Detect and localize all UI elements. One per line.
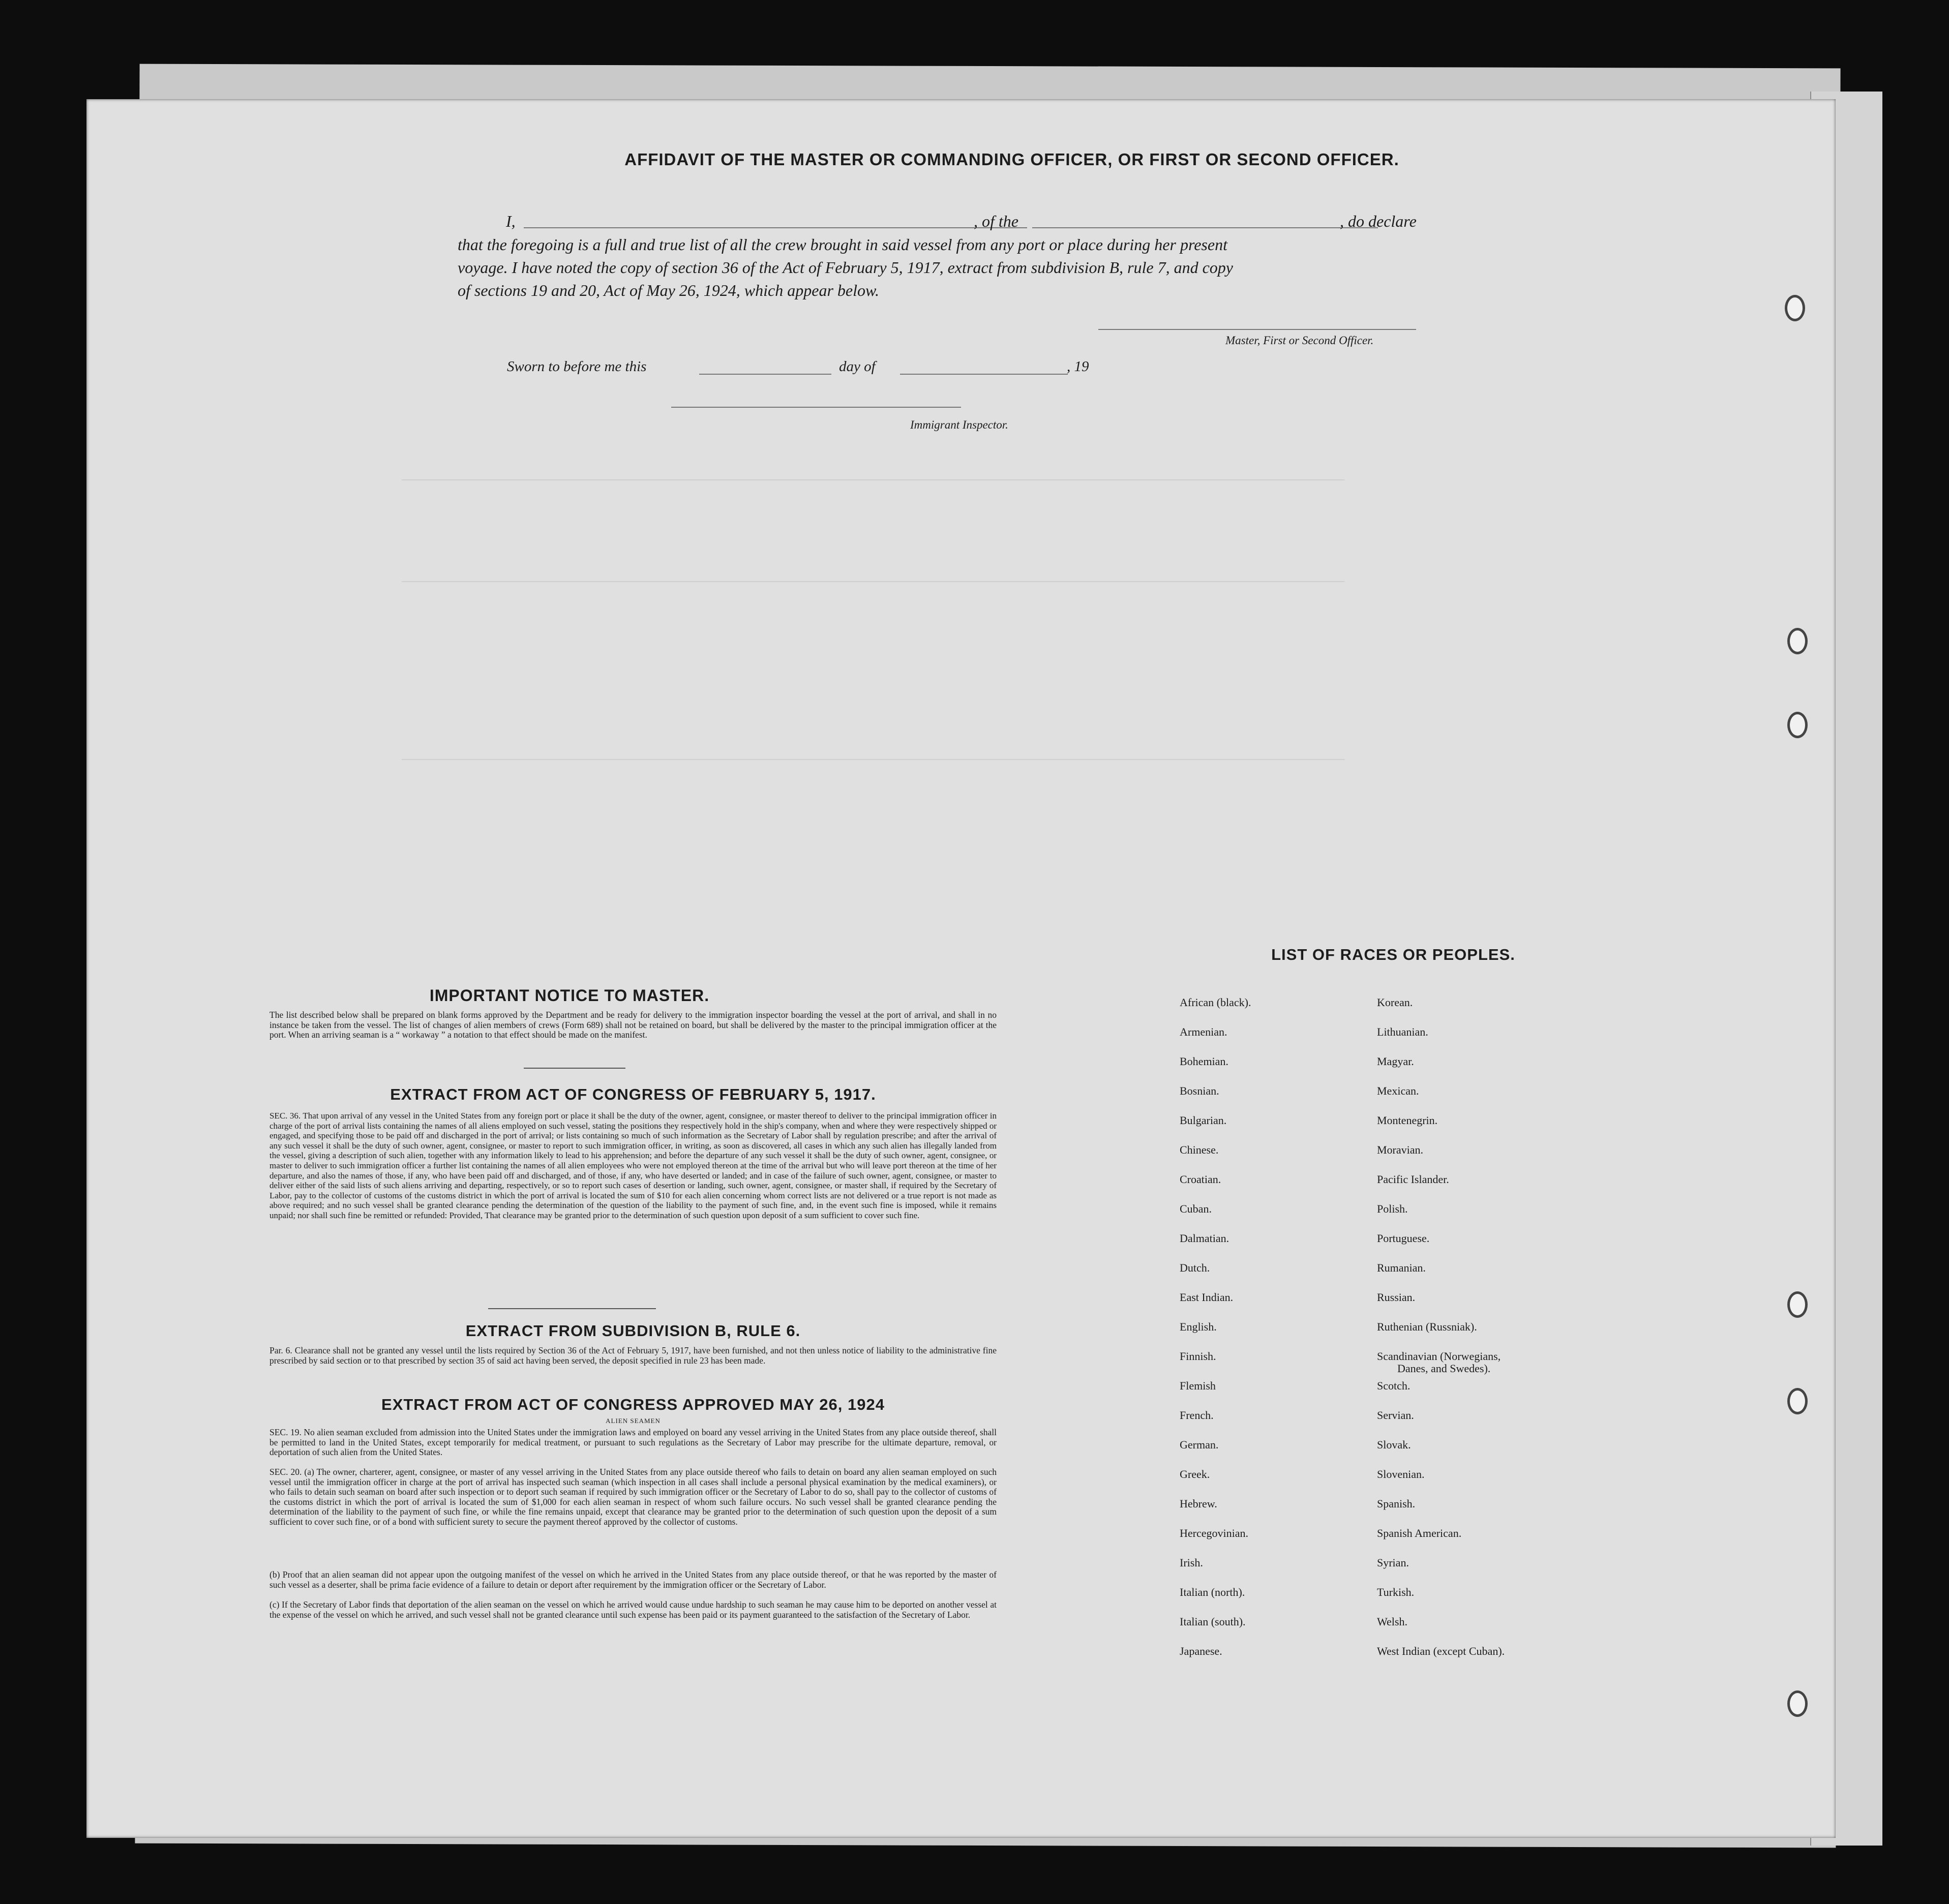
race-item: Irish. [1180,1556,1203,1569]
races-title: LIST OF RACES OR PEOPLES. [1271,946,1515,963]
inspector-signature-line[interactable] [671,407,961,408]
races-right-column [1377,996,1505,1675]
race-item: Pacific Islander. [1377,1173,1449,1186]
race-item: Hebrew. [1180,1497,1217,1510]
race-item: Finnish. [1180,1350,1216,1363]
race-item: French. [1180,1409,1214,1422]
affidavit-line-4: of sections 19 and 20, Act of May 26, 1924, which appear below. [458,281,879,299]
race-item [1377,1350,1505,1380]
affidavit-i: I, [506,212,516,230]
sec19-text: SEC. 19. No alien seaman excluded from admission into the United States under the immigration laws and employed on board any vessel arriving in the United States from any place outside thereof, shall be permitted to land in the United States, except temporarily for medical treatment, or pursuant to such regulations as the Secretary of Labor may prescribe for the ultimate departure, removal, or deportation of such alien from the United States. [269,1427,997,1457]
race-item: Scotch. [1377,1379,1411,1392]
race-item-continuation: Danes, and Swedes). [1397,1362,1491,1375]
affidavit-title: AFFIDAVIT OF THE MASTER OR COMMANDING OFFICER, OR FIRST OR SECOND OFFICER. [624,150,1399,169]
race-item: Spanish American. [1377,1527,1462,1539]
sworn-month-blank[interactable] [900,374,1068,375]
race-item: Japanese. [1180,1645,1222,1657]
sworn-text: Sworn to before me this [507,358,647,375]
race-item: East Indian. [1180,1291,1234,1304]
divider [488,1308,656,1309]
race-item: Lithuanian. [1377,1025,1428,1038]
signature-line[interactable] [1098,329,1416,330]
race-item: Italian (north). [1180,1586,1245,1598]
race-item: Flemish [1180,1379,1216,1392]
race-item: Dutch. [1180,1261,1210,1274]
signature-label: Master, First or Second Officer. [1225,334,1374,347]
race-item: Servian. [1377,1409,1414,1422]
race-item: Greek. [1180,1468,1210,1480]
race-item: Moravian. [1377,1143,1424,1156]
race-item: Rumanian. [1377,1261,1426,1274]
bleed-through-texture: ─────────────────────────────────────────────────────────────────────────────────────────────────────── [402,472,1345,490]
race-item: Italian (south). [1180,1615,1246,1628]
rule6-body: Par. 6. Clearance shall not be granted any vessel until the lists required by Section 36 of the Act of February 5, 1917, have been furnished, and not then unless notice of liability to the administrative fine prescribed by said section or to that prescribed by section 35 of said act having been served, the deposit specified in rule 23 has been made. [269,1345,997,1366]
race-item: Mexican. [1377,1084,1419,1097]
race-item: Welsh. [1377,1615,1407,1628]
race-item: Syrian. [1377,1556,1409,1569]
notice-body: The list described below shall be prepared on blank forms approved by the Department and be ready for delivery to the immigration inspector boarding the vessel at the port of arrival, and shall in no instance be taken from the vessel. The list of changes of alien members of crews (Form 689) shall not be retained on board, but shall be delivered by the master to the principal immigration officer at the port. When an arriving seaman is a “ workaway ” a notation to that effect should be made on the manifest. [269,1010,997,1040]
race-item: Portuguese. [1377,1232,1430,1245]
race-item: Hercegovinian. [1180,1527,1248,1539]
name-blank[interactable] [524,227,1027,228]
race-item: Slovak. [1377,1438,1411,1451]
bleed-through-texture: ─────────────────────────────────────────────────────────────────────────────────────────────────────── [402,574,1345,591]
race-item: West Indian (except Cuban). [1377,1645,1505,1657]
divider [524,1068,625,1069]
race-item: Slovenian. [1377,1468,1425,1480]
race-item: Spanish. [1377,1497,1416,1510]
race-item: Cuban. [1180,1202,1212,1215]
race-item: Bohemian. [1180,1055,1228,1068]
races-left-column [1180,996,1251,1675]
race-item: African (black). [1180,996,1251,1009]
affidavit-line-2: that the foregoing is a full and true list of all the crew brought in said vessel from any port or place during her present [458,235,1227,254]
notice-title: IMPORTANT NOTICE TO MASTER. [429,986,710,1005]
punch-hole [1787,712,1808,738]
race-item-line: Scandinavian (Norwegians, [1377,1350,1501,1363]
document-page [86,99,1836,1838]
vessel-blank[interactable] [1032,227,1378,228]
affidavit-do-declare: , do declare [1340,212,1417,230]
race-item: Croatian. [1180,1173,1221,1186]
race-item: Armenian. [1180,1025,1227,1038]
race-item: Korean. [1377,996,1413,1009]
race-item: Polish. [1377,1202,1408,1215]
race-item: Turkish. [1377,1586,1415,1598]
year-text: , 19 [1067,358,1089,375]
affidavit-of-the: , of the [974,212,1018,230]
punch-hole [1785,295,1805,321]
race-item: German. [1180,1438,1219,1451]
extract-1924-title: EXTRACT FROM ACT OF CONGRESS APPROVED MAY 26, 1924 [381,1396,885,1413]
inspector-label: Immigrant Inspector. [910,418,1008,431]
race-item: Montenegrin. [1377,1114,1438,1127]
race-item: Magyar. [1377,1055,1414,1068]
sec20b-text: (b) Proof that an alien seaman did not appear upon the outgoing manifest of the vessel on which he arrived in the United States from any place outside thereof, or that he was reported by the master of such vessel as a deserter, shall be prima facie evidence of a failure to detain or deport after requirement by the immigration officer or the Secretary of Labor. [269,1569,997,1590]
day-of-text: day of [839,358,876,375]
sec20c-text: (c) If the Secretary of Labor finds that deportation of the alien seaman on the vessel on which he arrived would cause undue hardship to such seaman he may cause him to be deported on another vessel at the expense of the vessel on which he arrived, and such vessel shall not be granted clearance until such expense has been paid or its payment guaranteed to the satisfaction of the Secretary of Labor. [269,1599,997,1620]
affidavit-line-3: voyage. I have noted the copy of section 36 of the Act of February 5, 1917, extract from subdivision B, rule 7, and copy [458,258,1233,277]
punch-hole [1787,1690,1808,1717]
race-item: Chinese. [1180,1143,1219,1156]
race-item: English. [1180,1320,1217,1333]
extract-1917-title: EXTRACT FROM ACT OF CONGRESS OF FEBRUARY 5, 1917. [390,1085,876,1103]
race-item: Ruthenian (Russniak). [1377,1320,1477,1333]
punch-hole [1787,628,1808,654]
sec20a-text: SEC. 20. (a) The owner, charterer, agent, consignee, or master of any vessel arriving in the United States from any place outside thereof who fails to detain on board any alien seaman employed on such vessel until the immigration officer in charge at the port of arrival has inspected such seaman (which inspection in all cases shall include a personal physical examination by the medical examiners), or who fails to detain such seaman on board after such inspection or to deport such seaman if required by such immigration officer or the Secretary of Labor to do so, shall pay to the collector of customs of the customs district in which the port of arrival is located the sum of $1,000 for each alien seaman in respect of whom such failure occurs. No such vessel shall be granted clearance pending the determination of the liability to the payment of such fine, or while the fine remains unpaid, except that clearance may be granted prior to the determination of such question upon the deposit of a sum sufficient to cover such fine, or of a bond with sufficient surety to secure the payment thereof approved by the collector of customs. [269,1467,997,1527]
race-item: Dalmatian. [1180,1232,1230,1245]
race-item: Bulgarian. [1180,1114,1227,1127]
punch-hole [1787,1291,1808,1318]
rule6-title: EXTRACT FROM SUBDIVISION B, RULE 6. [465,1322,801,1340]
bleed-through-texture: ─────────────────────────────────────────────────────────────────────────────────────────────────────── [402,752,1345,769]
extract-1917-body: SEC. 36. That upon arrival of any vessel in the United States from any foreign port or place it shall be the duty of the owner, agent, consignee, or master thereof to deliver to the principal immigration officer in charge of the port of arrival lists containing the names of all aliens employed on such vessel, stating the positions they respectively hold in the ship's company, when and where they were respectively shipped or engaged, and specifying those to be paid off and discharged in the port of arrival; or lists containing so much of such information as the Secretary of Labor shall by regulation prescribe; and after the arrival of any such vessel it shall be the duty of such owner, agent, consignee, or master to report to such immigration officer, in writing, as soon as discovered, all cases in which any such alien has illegally landed from the vessel, giving a description of such alien, together with any information likely to lead to his apprehension; and before the departure of any such vessel it shall be the duty of such owner, agent, consignee, or master to deliver to such immigration officer a further list containing the names of all alien employees who were not employed thereon at the time of the arrival but who will leave port thereon at the time of her departure, and also the names of those, if any, who have been paid off and discharged, and of those, if any, who have deserted or landed; and in case of the failure of such owner, agent, consignee, or master to deliver either of the said lists of such aliens arriving and departing, respectively, or so to report such cases of desertion or landing, such owner, agent, consignee, or master shall, if required by the Secretary of Labor, pay to the collector of customs of the customs district in which the port of arrival is located the sum of $10 for each alien concerning whom correct lists are not delivered or a true report is not made as above required; and no such vessel shall be granted clearance pending the determination of the question of the liability to the payment of such fine, and, in the event such fine is imposed, while it remains unpaid; nor shall such fine be remitted or refunded: Provided, That clearance may be granted prior to the determination of such question upon deposit of a sum sufficient to cover such fine. [269,1111,997,1220]
alien-seamen-subtitle: ALIEN SEAMEN [606,1417,661,1425]
sworn-day-blank[interactable] [699,374,831,375]
race-item: Bosnian. [1180,1084,1219,1097]
race-item: Russian. [1377,1291,1416,1304]
punch-hole [1787,1388,1808,1414]
